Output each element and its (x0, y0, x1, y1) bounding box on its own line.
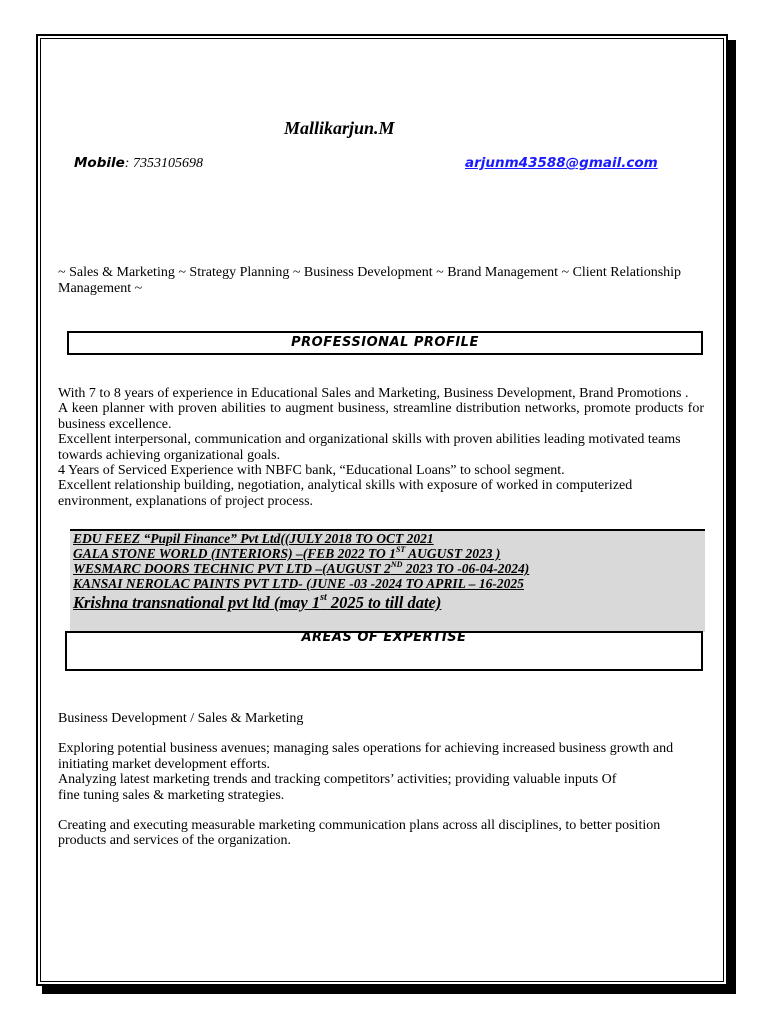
experience-list (70, 529, 705, 632)
expertise-heading: Business Development / Sales & Marketing (58, 711, 304, 726)
mobile-number: 7353105698 (132, 156, 203, 171)
experience-item: EDU FEEZ “Pupil Finance” Pvt Ltd((JULY 2018 TO OCT 2021 (73, 531, 434, 546)
experience-item: KANSAI NEROLAC PAINTS PVT LTD- (JUNE -03 -2024 TO APRIL – 16-2025 (73, 576, 524, 591)
areas-of-expertise-text (58, 711, 704, 849)
page-shadow-bottom (42, 986, 736, 994)
profile-paragraph: 4 Years of Serviced Experience with NBFC bank, “Educational Loans” to school segment. (58, 463, 565, 479)
profile-paragraph: With 7 to 8 years of experience in Educational Sales and Marketing, Business Development, Brand Promotions . (58, 386, 689, 401)
section-title: PROFESSIONAL PROFILE (291, 335, 479, 350)
expertise-paragraph: Analyzing latest marketing trends and tracking competitors’ activities; providing valuable inputs Of (58, 772, 617, 788)
areas-of-expertise-header (65, 631, 703, 671)
experience-item: GALA STONE WORLD (INTERIORS) –(FEB 2022 TO 1ST AUGUST 2023 ) (73, 545, 501, 561)
expertise-paragraph: Creating and executing measurable marketing communication plans across all disciplines, to better position products and services of the organization. (58, 818, 661, 849)
section-title: AREAS OF EXPERTISE (301, 630, 467, 645)
profile-paragraph: Excellent interpersonal, communication and organizational skills with proven abilities leading motivated teams towards achieving organizational goals. (58, 432, 681, 463)
experience-item: WESMARC DOORS TECHNIC PVT LTD –(AUGUST 2ND 2023 TO -06-04-2024) (73, 560, 530, 576)
professional-profile-text (58, 386, 704, 509)
page-shadow-right (728, 40, 736, 992)
expertise-paragraph: Exploring potential business avenues; managing sales operations for achieving increased business growth and initiating market development efforts. (58, 741, 674, 772)
expertise-paragraph: fine tuning sales & marketing strategies. (58, 787, 285, 803)
experience-item: Krishna transnational pvt ltd (may 1st 2025 to till date) (73, 592, 442, 612)
mobile-label: Mobile (74, 155, 125, 171)
profile-paragraph: Excellent relationship building, negotiation, analytical skills with exposure of worked in computerized environment, explanations of project process. (58, 478, 633, 509)
candidate-name: Mallikarjun.M (284, 118, 395, 138)
mobile-line (74, 155, 203, 172)
skills-tagline: ~ Sales & Marketing ~ Strategy Planning ~ Business Development ~ Brand Management ~ Client Relationship Management ~ (58, 265, 682, 296)
email-link[interactable]: arjunm43588@gmail.com (465, 155, 658, 171)
profile-paragraph: A keen planner with proven abilities to augment business, streamline distribution networks, promote products for business excellence. (58, 401, 704, 432)
mobile-separator: : (124, 156, 130, 171)
professional-profile-header (67, 331, 703, 355)
